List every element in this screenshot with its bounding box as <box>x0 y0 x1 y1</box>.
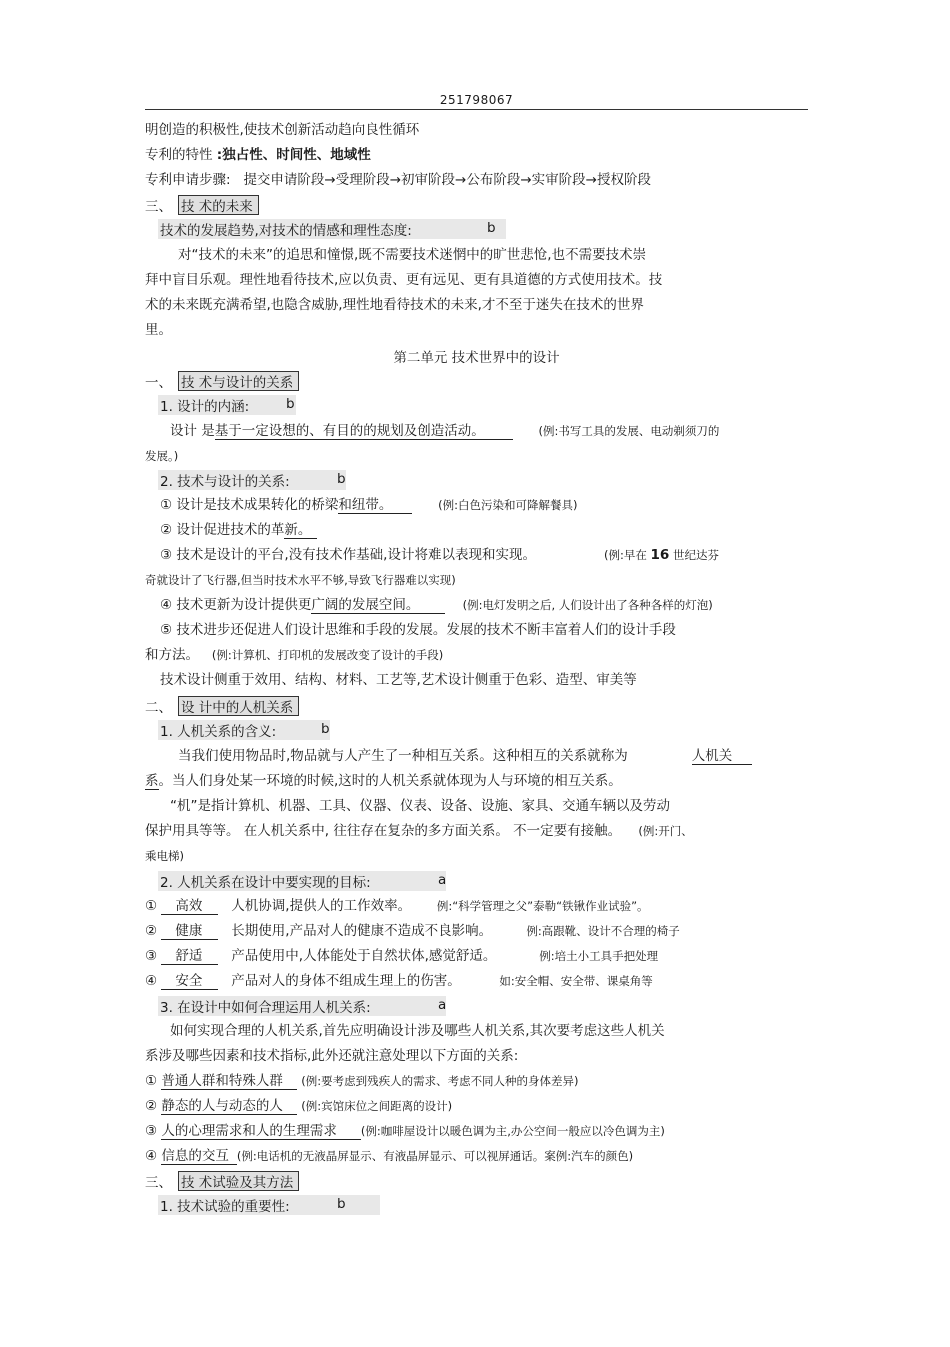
question-text: 1. 设计的内涵: <box>160 399 250 415</box>
relation-example-rest: 世纪达芬 <box>669 548 719 562</box>
hm-apply-para-1: 如何实现合理的人机关系,首先应明确设计涉及哪些人机关系,其次要考虑这些人机关 <box>170 1023 665 1039</box>
goal-example: 例:培土小工具手把处理 <box>539 949 659 963</box>
goal-desc: 产品使用中,人体能处于自然状体,感觉舒适。 <box>231 948 497 964</box>
question-text: 2. 技术与设计的关系: <box>160 474 290 490</box>
relation-term: 信息的交互 <box>161 1148 237 1165</box>
section-heading-future <box>145 195 259 214</box>
hm-para-1 <box>178 747 752 765</box>
question-level: b <box>286 396 295 412</box>
section-number: 二、 <box>145 699 172 716</box>
future-para-3: 术的未来既充满希望,也隐含威胁,理性地看待技术的未来,才不至于迷失在技术的世界 <box>145 297 644 313</box>
relation-text: ② 设计促进技术的革 <box>160 522 285 538</box>
question-level: b <box>321 721 330 737</box>
definition-example-cont: 发展。) <box>145 449 179 463</box>
question-text: 1. 人机关系的含义: <box>160 724 277 740</box>
relation-mark: ④ <box>145 1148 158 1164</box>
goal-mark: ② <box>145 923 158 939</box>
goal-example: 例:高跟靴、设计不合理的椅子 <box>526 924 680 938</box>
header-rule <box>145 109 808 110</box>
relation-2 <box>160 521 317 539</box>
goal-term: 高效 <box>161 898 218 915</box>
relation-example: (例:计算机、打印机的发展改变了设计的手段) <box>211 648 444 662</box>
relation-example: (例:咖啡屋设计以暖色调为主,办公空间一般应以冷色调为主) <box>360 1124 665 1138</box>
unit-title: 第二单元 技术世界中的设计 <box>393 350 560 366</box>
goal-mark: ① <box>145 898 158 914</box>
relation-text: ③ 技术是设计的平台,没有技术作基础,设计将难以表现和实现。 <box>160 547 536 563</box>
question-future-attitude <box>158 219 506 239</box>
relation-5: ⑤ 技术进步还促进人们设计思维和手段的发展。发展的技术不断丰富着人们的设计手段 <box>160 622 676 638</box>
section-heading-tech-test <box>145 1171 299 1190</box>
section-title: 技 术试验及其方法 <box>178 1171 299 1191</box>
goal-mark: ④ <box>145 973 158 989</box>
relation-example-number: 16 <box>650 547 670 563</box>
relation-example: (例:白色污染和可降解餐具) <box>438 498 578 512</box>
para-text: 。当人们身处某一环境的时候,这时的人机关系就体现为人与环境的相互关系。 <box>158 773 622 789</box>
section-title: 设 计中的人机关系 <box>178 696 299 716</box>
relation-item <box>145 1097 452 1115</box>
design-definition <box>170 422 719 440</box>
relation-3-example-cont: 奇就设计了飞行器,但当时技术水平不够,导致飞行器难以实现) <box>145 573 456 587</box>
goal-desc: 长期使用,产品对人的健康不造成不良影响。 <box>231 923 493 939</box>
relation-mark: ② <box>145 1098 158 1114</box>
relation-item <box>145 1072 579 1090</box>
question-hm-goals <box>158 871 446 891</box>
relation-mark: ① <box>145 1073 158 1089</box>
relation-term: 普通人群和特殊人群 <box>161 1073 297 1090</box>
question-text: 1. 技术试验的重要性: <box>160 1199 290 1215</box>
relation-item <box>145 1122 665 1140</box>
hm-para-4 <box>145 822 693 840</box>
para-example: (例:开门、 <box>638 824 693 838</box>
term-underlined-cont: 系 <box>145 773 159 789</box>
section-number: 三、 <box>145 1174 172 1191</box>
relation-example: (例:早在 <box>603 548 651 562</box>
question-level: a <box>438 872 447 888</box>
question-design-meaning <box>158 395 296 415</box>
goal-item <box>145 922 680 940</box>
relation-text: 和方法。 <box>145 647 199 663</box>
relation-underlined: 新。 <box>284 522 317 539</box>
question-tech-design <box>158 470 346 490</box>
term-underlined: 人机关 <box>692 748 753 765</box>
hm-para-3: “机”是指计算机、机器、工具、仪器、仪表、设备、设施、家具、交通车辆以及劳动 <box>170 798 670 814</box>
para-text: 保护用具等等。 在人机关系中, 往往存在复杂的多方面关系。 不一定要有接触。 <box>145 823 622 839</box>
goal-desc: 产品对人的身体不组成生理上的伤害。 <box>231 973 461 989</box>
future-para-1: 对“技术的未来”的追思和憧憬,既不需要技术迷惘中的旷世悲怆,也不需要技术崇 <box>178 247 647 263</box>
design-focus: 技术设计侧重于效用、结构、材料、工艺等,艺术设计侧重于色彩、造型、审美等 <box>160 672 637 688</box>
patent-value: :独占性、时间性、地域性 <box>216 147 371 163</box>
question-test-importance <box>158 1195 380 1215</box>
goal-item <box>145 972 653 990</box>
goal-example: 如:安全帽、安全带、课桌角等 <box>499 974 653 988</box>
goal-term: 健康 <box>161 923 218 940</box>
relation-text: ④ 技术更新为设计提供更 <box>160 597 312 613</box>
future-para-4: 里。 <box>145 322 172 338</box>
definition-underlined: 基于一定设想的、有目的的规划及创造活动。 <box>215 423 513 440</box>
para-text: 当我们使用物品时,物品就与人产生了一种相互关系。这种相互的关系就称为 <box>178 748 628 764</box>
patent-label: 专利的特性 <box>145 147 217 163</box>
intro-line: 明创造的积极性,使技术创新活动趋向良性循环 <box>145 122 420 138</box>
relation-example: (例:要考虑到残疾人的需求、考虑不同人种的身体差异) <box>301 1074 579 1088</box>
relation-5-cont <box>145 646 443 664</box>
question-level: b <box>337 471 346 487</box>
relation-mark: ③ <box>145 1123 158 1139</box>
hm-para-example-cont: 乘电梯) <box>145 849 184 863</box>
question-text: 2. 人机关系在设计中要实现的目标: <box>160 875 371 891</box>
relation-underlined: 广阔的发展空间。 <box>311 597 445 614</box>
section-number: 三、 <box>145 198 172 215</box>
relation-text: ① 设计是技术成果转化的桥梁 <box>160 497 339 513</box>
hm-apply-para-2: 系涉及哪些因素和技术指标,此外还就注意处理以下方面的关系: <box>145 1048 519 1064</box>
definition-example: (例:书写工具的发展、电动剃须刀的 <box>538 424 720 438</box>
patent-features <box>145 146 371 164</box>
question-text: 3. 在设计中如何合理运用人机关系: <box>160 1000 371 1016</box>
steps-label: 专利申请步骤: <box>145 172 231 188</box>
question-hm-meaning <box>158 720 330 740</box>
relation-underlined: 和纽带。 <box>338 497 412 514</box>
question-level: b <box>337 1196 346 1212</box>
question-level: b <box>487 220 496 236</box>
definition-prefix: 设计 是 <box>170 423 215 439</box>
question-hm-apply <box>158 996 446 1016</box>
goal-term: 舒适 <box>161 948 218 965</box>
hm-para-2 <box>145 772 622 790</box>
section-title: 技 术的未来 <box>178 195 259 215</box>
goal-desc: 人机协调,提供人的工作效率。 <box>231 898 412 914</box>
relation-example: (例:电灯发明之后, 人们设计出了各种各样的灯泡) <box>462 598 713 612</box>
section-number: 一、 <box>145 374 172 391</box>
relation-1 <box>160 496 578 514</box>
section-title: 技 术与设计的关系 <box>178 371 299 391</box>
section-heading-human-machine <box>145 696 299 715</box>
goal-item <box>145 947 658 965</box>
goal-term: 安全 <box>161 973 218 990</box>
steps-value: 提交申请阶段→受理阶段→初审阶段→公布阶段→实审阶段→授权阶段 <box>243 172 651 188</box>
patent-steps <box>145 171 651 189</box>
relation-3 <box>160 546 719 564</box>
doc-id-header: 251798067 <box>439 93 514 107</box>
relation-example: (例:电话机的无液晶屏显示、有液晶屏显示、可以视屏通话。案例:汽车的颜色) <box>236 1149 634 1163</box>
question-text: 技术的发展趋势,对技术的情感和理性态度: <box>160 223 412 239</box>
relation-item <box>145 1147 633 1165</box>
question-level: a <box>438 997 447 1013</box>
goal-item <box>145 897 649 915</box>
relation-term: 人的心理需求和人的生理需求 <box>161 1123 361 1140</box>
relation-example: (例:宾馆床位之间距离的设计) <box>301 1099 453 1113</box>
section-heading-design-relation <box>145 371 299 390</box>
relation-4 <box>160 596 713 614</box>
future-para-2: 拜中盲目乐观。理性地看待技术,应以负责、更有远见、更有具道德的方式使用技术。技 <box>145 272 663 288</box>
relation-term: 静态的人与动态的人 <box>161 1098 297 1115</box>
goal-example: 例:“科学管理之父”泰勒“铁锹作业试验”。 <box>436 899 649 913</box>
goal-mark: ③ <box>145 948 158 964</box>
